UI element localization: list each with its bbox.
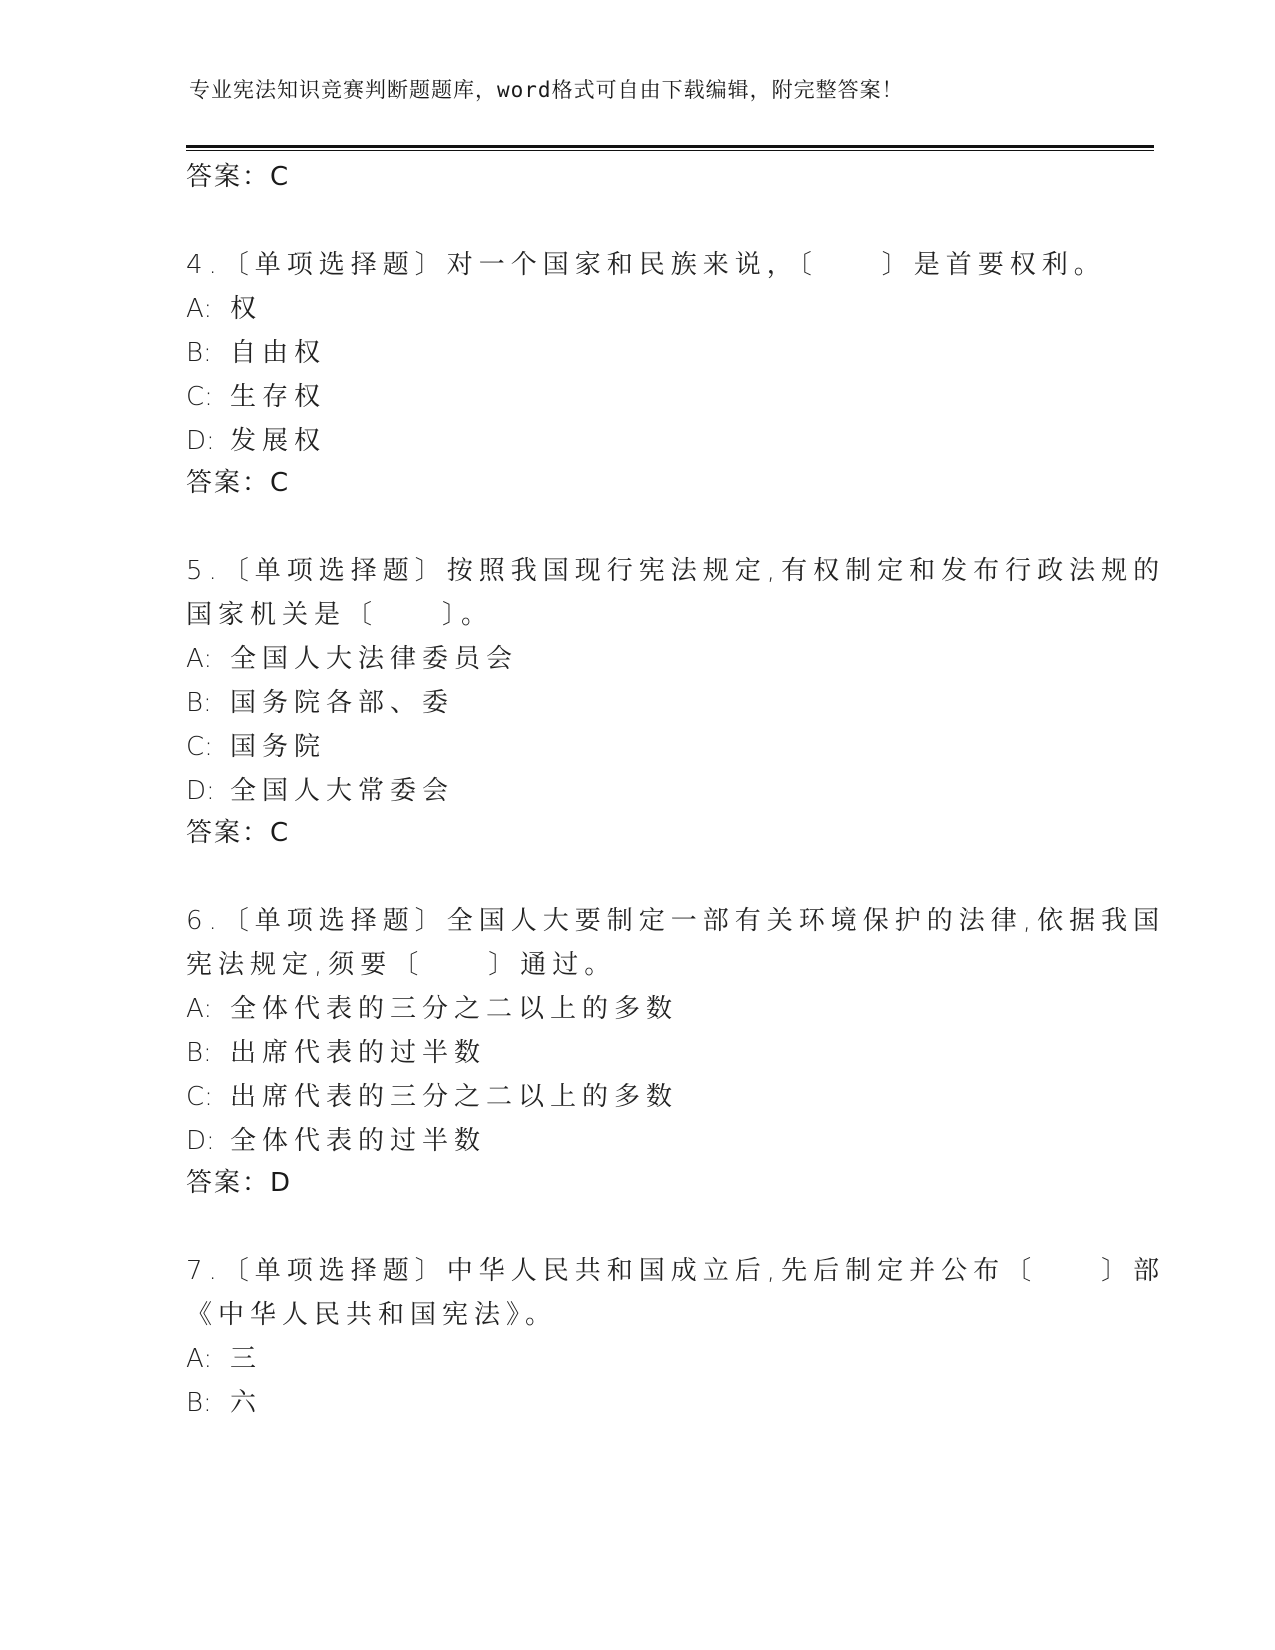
question-4-option-b — [186, 332, 326, 369]
question-6-option-b — [186, 1032, 486, 1069]
option-text: 权 — [230, 294, 263, 324]
option-label: D: — [186, 426, 215, 456]
option-text: 出席代表的三分之二以上的多数 — [230, 1082, 679, 1112]
option-label: A: — [186, 994, 213, 1024]
option-text: 国务院各部、委 — [230, 688, 455, 718]
option-label: A: — [186, 1344, 213, 1374]
question-5-option-b — [186, 682, 454, 719]
option-label: A: — [186, 294, 213, 324]
question-5-stem-line2: 国家机关是〔 〕。 — [186, 600, 494, 630]
question-4-option-d — [186, 420, 326, 457]
option-label: B: — [186, 1388, 212, 1418]
option-label: B: — [186, 1038, 212, 1068]
question-6-answer: 答案：D — [186, 1168, 293, 1198]
question-5-answer: 答案：C — [186, 818, 291, 848]
option-label: C: — [186, 382, 213, 412]
option-text: 自由权 — [230, 338, 327, 368]
header-divider — [186, 145, 1154, 151]
question-7-stem-line2: 《中华人民共和国宪法》。 — [186, 1300, 558, 1330]
option-label: D: — [186, 776, 215, 806]
option-text: 六 — [230, 1388, 263, 1418]
answer-line: 答案：C — [186, 162, 291, 192]
question-4-option-a — [186, 288, 262, 325]
option-label: D: — [186, 1126, 215, 1156]
option-label: B: — [186, 688, 212, 718]
question-7-option-a — [186, 1338, 262, 1375]
question-4-option-c — [186, 376, 326, 413]
option-label: B: — [186, 338, 212, 368]
question-6-option-a — [186, 988, 678, 1025]
option-text: 全国人大法律委员会 — [230, 644, 519, 674]
question-6-stem-line2: 宪法规定,须要〔 〕通过。 — [186, 950, 617, 980]
option-text: 全国人大常委会 — [230, 776, 455, 806]
question-4-answer: 答案：C — [186, 468, 291, 498]
question-4-stem: 4.〔单项选择题〕对一个国家和民族来说，〔 〕是首要权利。 — [186, 250, 1106, 280]
option-label: A: — [186, 644, 213, 674]
question-7-stem-line1: 7.〔单项选择题〕中华人民共和国成立后,先后制定并公布〔 〕部 — [186, 1256, 1166, 1286]
option-text: 发展权 — [230, 426, 327, 456]
question-6-stem-line1: 6.〔单项选择题〕全国人大要制定一部有关环境保护的法律,依据我国 — [186, 906, 1166, 936]
question-6-option-d — [186, 1120, 486, 1157]
option-label: C: — [186, 1082, 213, 1112]
option-text: 出席代表的过半数 — [230, 1038, 487, 1068]
question-5-option-a — [186, 638, 518, 675]
question-6-option-c — [186, 1076, 678, 1113]
option-text: 三 — [230, 1344, 263, 1374]
option-text: 生存权 — [230, 382, 327, 412]
question-7-option-b — [186, 1382, 262, 1419]
option-label: C: — [186, 732, 213, 762]
option-text: 全体代表的过半数 — [230, 1126, 487, 1156]
question-5-option-d — [186, 770, 454, 807]
question-5-option-c — [186, 726, 326, 763]
option-text: 全体代表的三分之二以上的多数 — [230, 994, 679, 1024]
question-5-stem-line1: 5.〔单项选择题〕按照我国现行宪法规定,有权制定和发布行政法规的 — [186, 556, 1166, 586]
page-header: 专业宪法知识竞赛判断题题库，word格式可自由下载编辑，附完整答案！ — [189, 78, 904, 102]
option-text: 国务院 — [230, 732, 327, 762]
